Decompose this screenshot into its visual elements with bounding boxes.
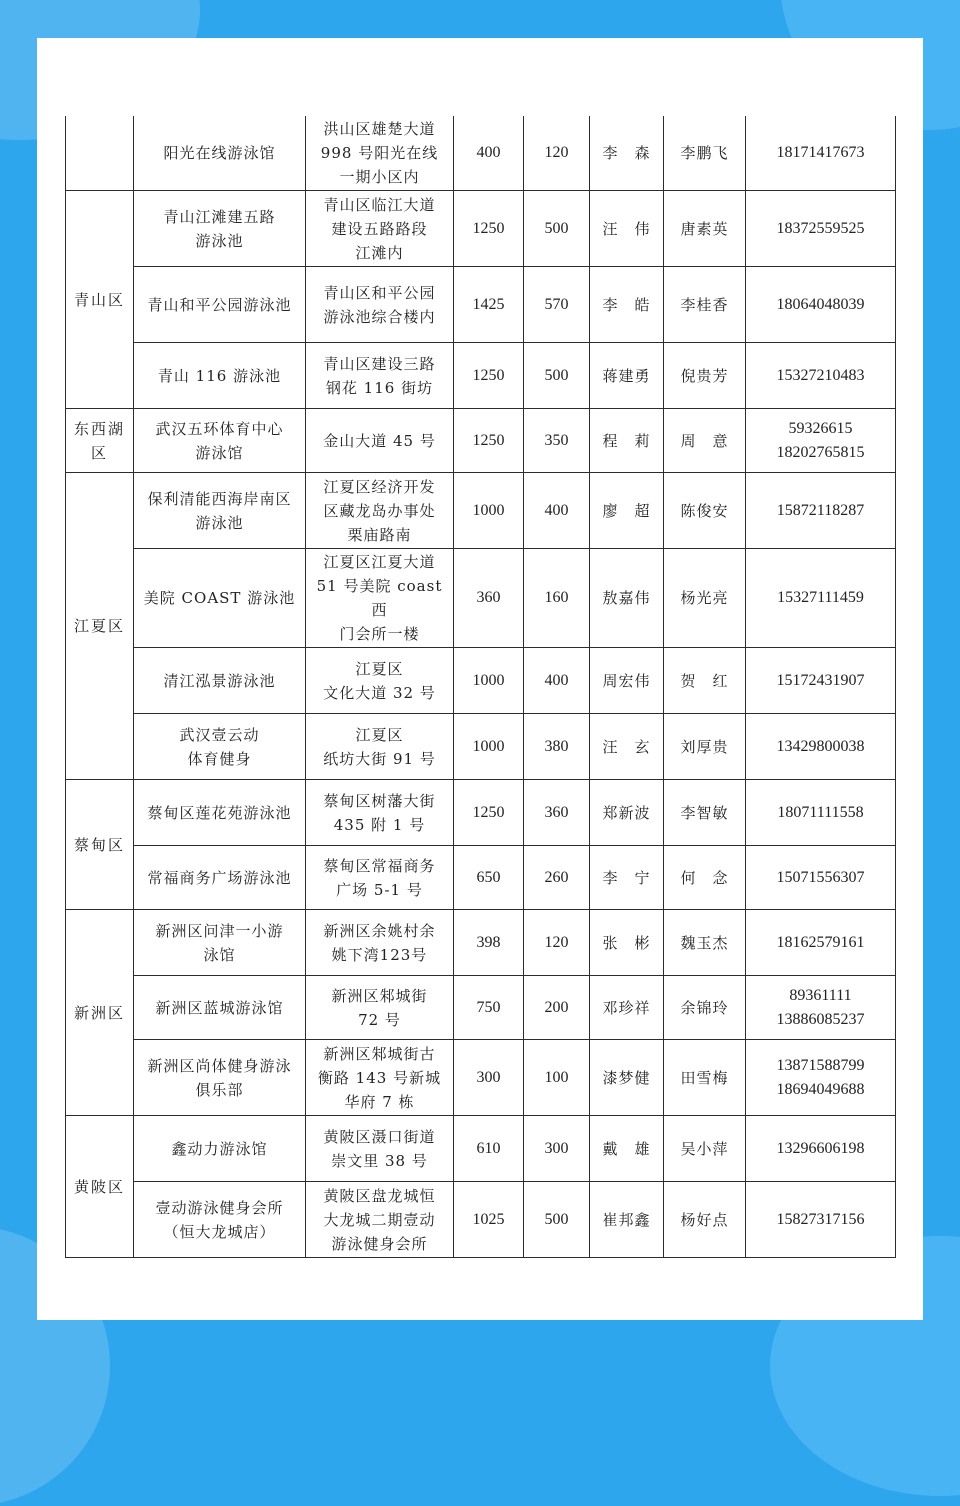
contact-cell: 余锦玲 — [664, 976, 746, 1040]
capacity-cell: 400 — [524, 473, 590, 549]
area-cell: 1250 — [454, 191, 524, 267]
capacity-cell: 400 — [524, 648, 590, 714]
manager-cell: 郑新波 — [590, 780, 664, 846]
district-cell: 青山区 — [66, 191, 134, 409]
address-cell: 金山大道 45 号 — [306, 409, 454, 473]
address-cell: 新洲区余姚村余 姚下湾123号 — [306, 910, 454, 976]
area-cell: 1000 — [454, 648, 524, 714]
venue-name-cell: 保利清能西海岸南区 游泳池 — [134, 473, 306, 549]
contact-cell: 吴小萍 — [664, 1116, 746, 1182]
contact-cell: 李桂香 — [664, 267, 746, 343]
table-row — [66, 473, 896, 549]
table-row — [66, 267, 896, 343]
capacity-cell: 380 — [524, 714, 590, 780]
contact-cell: 周 意 — [664, 409, 746, 473]
contact-cell: 贺 红 — [664, 648, 746, 714]
manager-cell: 廖 超 — [590, 473, 664, 549]
area-cell: 398 — [454, 910, 524, 976]
venue-name-cell: 壹动游泳健身会所 （恒大龙城店） — [134, 1182, 306, 1258]
address-cell: 新洲区邾城街 72 号 — [306, 976, 454, 1040]
capacity-cell: 120 — [524, 116, 590, 191]
contact-cell: 唐素英 — [664, 191, 746, 267]
table-row — [66, 780, 896, 846]
venue-name-cell: 武汉五环体育中心 游泳馆 — [134, 409, 306, 473]
area-cell: 750 — [454, 976, 524, 1040]
contact-cell: 李智敏 — [664, 780, 746, 846]
address-cell: 江夏区 文化大道 32 号 — [306, 648, 454, 714]
venue-name-cell: 新洲区蓝城游泳馆 — [134, 976, 306, 1040]
area-cell: 300 — [454, 1040, 524, 1116]
manager-cell: 张 彬 — [590, 910, 664, 976]
phone-cell: 15327210483 — [746, 343, 896, 409]
table-row — [66, 976, 896, 1040]
manager-cell: 李 森 — [590, 116, 664, 191]
contact-cell: 魏玉杰 — [664, 910, 746, 976]
area-cell: 1250 — [454, 409, 524, 473]
table-row — [66, 549, 896, 648]
capacity-cell: 350 — [524, 409, 590, 473]
contact-cell: 何 念 — [664, 846, 746, 910]
capacity-cell: 500 — [524, 343, 590, 409]
phone-cell: 15071556307 — [746, 846, 896, 910]
capacity-cell: 100 — [524, 1040, 590, 1116]
manager-cell: 李 宁 — [590, 846, 664, 910]
table-row — [66, 409, 896, 473]
phone-cell: 13296606198 — [746, 1116, 896, 1182]
address-cell: 青山区临江大道 建设五路路段 江滩内 — [306, 191, 454, 267]
contact-cell: 田雪梅 — [664, 1040, 746, 1116]
venue-name-cell: 青山和平公园游泳池 — [134, 267, 306, 343]
area-cell: 1425 — [454, 267, 524, 343]
address-cell: 洪山区雄楚大道 998 号阳光在线 一期小区内 — [306, 116, 454, 191]
contact-cell: 陈俊安 — [664, 473, 746, 549]
address-cell: 蔡甸区树藩大街 435 附 1 号 — [306, 780, 454, 846]
phone-cell: 13871588799 18694049688 — [746, 1040, 896, 1116]
manager-cell: 邓珍祥 — [590, 976, 664, 1040]
manager-cell: 崔邦鑫 — [590, 1182, 664, 1258]
manager-cell: 李 皓 — [590, 267, 664, 343]
manager-cell: 程 莉 — [590, 409, 664, 473]
area-cell: 1250 — [454, 780, 524, 846]
table-row — [66, 191, 896, 267]
venue-name-cell: 青山 116 游泳池 — [134, 343, 306, 409]
manager-cell: 敖嘉伟 — [590, 549, 664, 648]
phone-cell: 18372559525 — [746, 191, 896, 267]
address-cell: 青山区建设三路 钢花 116 街坊 — [306, 343, 454, 409]
capacity-cell: 570 — [524, 267, 590, 343]
address-cell: 蔡甸区常福商务 广场 5-1 号 — [306, 846, 454, 910]
phone-cell: 18064048039 — [746, 267, 896, 343]
venue-name-cell: 鑫动力游泳馆 — [134, 1116, 306, 1182]
venue-name-cell: 武汉壹云动 体育健身 — [134, 714, 306, 780]
contact-cell: 李鹏飞 — [664, 116, 746, 191]
manager-cell: 戴 雄 — [590, 1116, 664, 1182]
area-cell: 360 — [454, 549, 524, 648]
phone-cell: 18171417673 — [746, 116, 896, 191]
area-cell: 1000 — [454, 473, 524, 549]
table-row — [66, 910, 896, 976]
capacity-cell: 160 — [524, 549, 590, 648]
area-cell: 610 — [454, 1116, 524, 1182]
phone-cell: 89361111 13886085237 — [746, 976, 896, 1040]
address-cell: 黄陂区盘龙城恒 大龙城二期壹动 游泳健身会所 — [306, 1182, 454, 1258]
capacity-cell: 500 — [524, 1182, 590, 1258]
venue-name-cell: 美院 COAST 游泳池 — [134, 549, 306, 648]
swimming-venue-table — [65, 116, 896, 1258]
page-sheet — [37, 38, 923, 1320]
table-row — [66, 714, 896, 780]
area-cell: 1250 — [454, 343, 524, 409]
area-cell: 1000 — [454, 714, 524, 780]
district-cell: 黄陂区 — [66, 1116, 134, 1258]
phone-cell: 59326615 18202765815 — [746, 409, 896, 473]
district-cell: 新洲区 — [66, 910, 134, 1116]
venue-name-cell: 新洲区问津一小游 泳馆 — [134, 910, 306, 976]
table-row — [66, 116, 896, 191]
area-cell: 400 — [454, 116, 524, 191]
district-cell — [66, 116, 134, 191]
phone-cell: 15172431907 — [746, 648, 896, 714]
venue-name-cell: 阳光在线游泳馆 — [134, 116, 306, 191]
district-cell: 蔡甸区 — [66, 780, 134, 910]
capacity-cell: 120 — [524, 910, 590, 976]
district-cell: 江夏区 — [66, 473, 134, 780]
manager-cell: 蒋建勇 — [590, 343, 664, 409]
venue-name-cell: 新洲区尚体健身游泳 俱乐部 — [134, 1040, 306, 1116]
table-row — [66, 1040, 896, 1116]
table-row — [66, 846, 896, 910]
venue-name-cell: 蔡甸区莲花苑游泳池 — [134, 780, 306, 846]
manager-cell: 周宏伟 — [590, 648, 664, 714]
contact-cell: 倪贵芳 — [664, 343, 746, 409]
manager-cell: 汪 伟 — [590, 191, 664, 267]
district-cell: 东西湖 区 — [66, 409, 134, 473]
table-row — [66, 1116, 896, 1182]
capacity-cell: 260 — [524, 846, 590, 910]
venue-name-cell: 青山江滩建五路 游泳池 — [134, 191, 306, 267]
venue-name-cell: 清江泓景游泳池 — [134, 648, 306, 714]
manager-cell: 漆梦健 — [590, 1040, 664, 1116]
phone-cell: 18071111558 — [746, 780, 896, 846]
phone-cell: 18162579161 — [746, 910, 896, 976]
phone-cell: 13429800038 — [746, 714, 896, 780]
area-cell: 1025 — [454, 1182, 524, 1258]
address-cell: 青山区和平公园 游泳池综合楼内 — [306, 267, 454, 343]
venue-name-cell: 常福商务广场游泳池 — [134, 846, 306, 910]
address-cell: 江夏区 纸坊大街 91 号 — [306, 714, 454, 780]
address-cell: 江夏区经济开发 区藏龙岛办事处 栗庙路南 — [306, 473, 454, 549]
contact-cell: 杨好点 — [664, 1182, 746, 1258]
table-row — [66, 1182, 896, 1258]
table-row — [66, 343, 896, 409]
capacity-cell: 200 — [524, 976, 590, 1040]
contact-cell: 杨光亮 — [664, 549, 746, 648]
address-cell: 江夏区江夏大道 51 号美院 coast 西 门会所一楼 — [306, 549, 454, 648]
address-cell: 新洲区邾城街古 衡路 143 号新城 华府 7 栋 — [306, 1040, 454, 1116]
capacity-cell: 300 — [524, 1116, 590, 1182]
phone-cell: 15827317156 — [746, 1182, 896, 1258]
contact-cell: 刘厚贵 — [664, 714, 746, 780]
capacity-cell: 500 — [524, 191, 590, 267]
capacity-cell: 360 — [524, 780, 590, 846]
phone-cell: 15872118287 — [746, 473, 896, 549]
address-cell: 黄陂区滠口街道 崇文里 38 号 — [306, 1116, 454, 1182]
phone-cell: 15327111459 — [746, 549, 896, 648]
manager-cell: 汪 玄 — [590, 714, 664, 780]
table-row — [66, 648, 896, 714]
area-cell: 650 — [454, 846, 524, 910]
